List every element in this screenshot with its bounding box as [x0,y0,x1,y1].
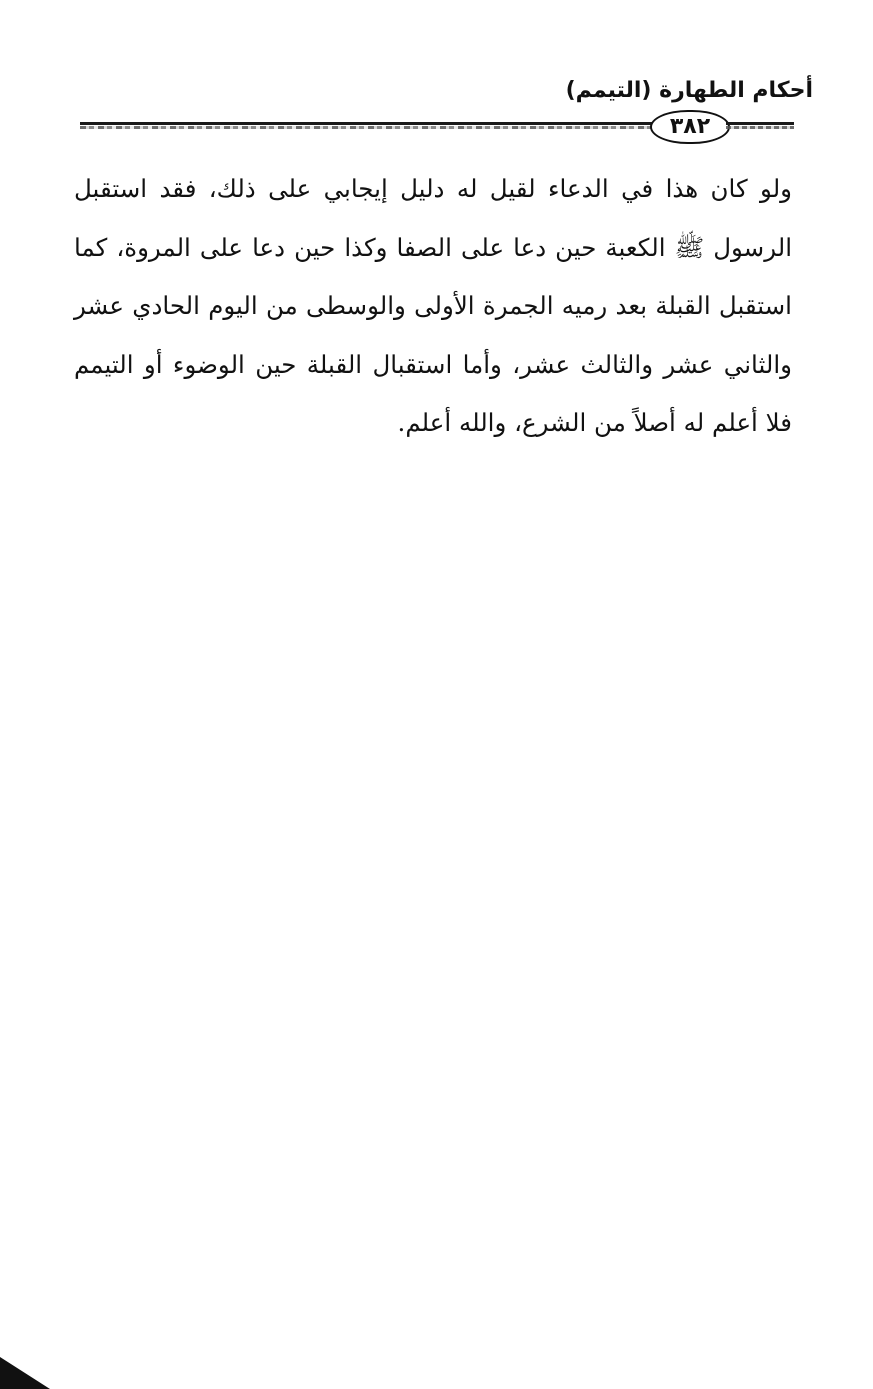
corner-scan-mark [0,1357,50,1389]
page-number: ٣٨٢ [669,114,711,139]
header-rule-line [726,122,794,125]
page-number-badge [650,110,730,144]
body-paragraph: ولو كان هذا في الدعاء لقيل له دليل إيجابي على ذلك، فقد استقبل الرسول ﷺ الكعبة حين دعا على الصفا وكذا حين دعا على المروة، كما استقبل القبلة بعد رميه الجمرة الأولى والوسطى من اليوم الحادي عشر والثاني عشر والثالث عشر، وأما استقبال القبلة حين الوضوء أو التيمم فلا أعلم له أصلاً من الشرع، والله أعلم. [74,174,792,437]
header-rule-texture [726,126,794,129]
header-rule-texture [80,126,652,129]
running-header-title: أحكام الطهارة (التيمم) [565,78,813,103]
header-rule-left [80,120,652,130]
header-rule-line [80,122,652,125]
header-rule-right [726,120,794,130]
